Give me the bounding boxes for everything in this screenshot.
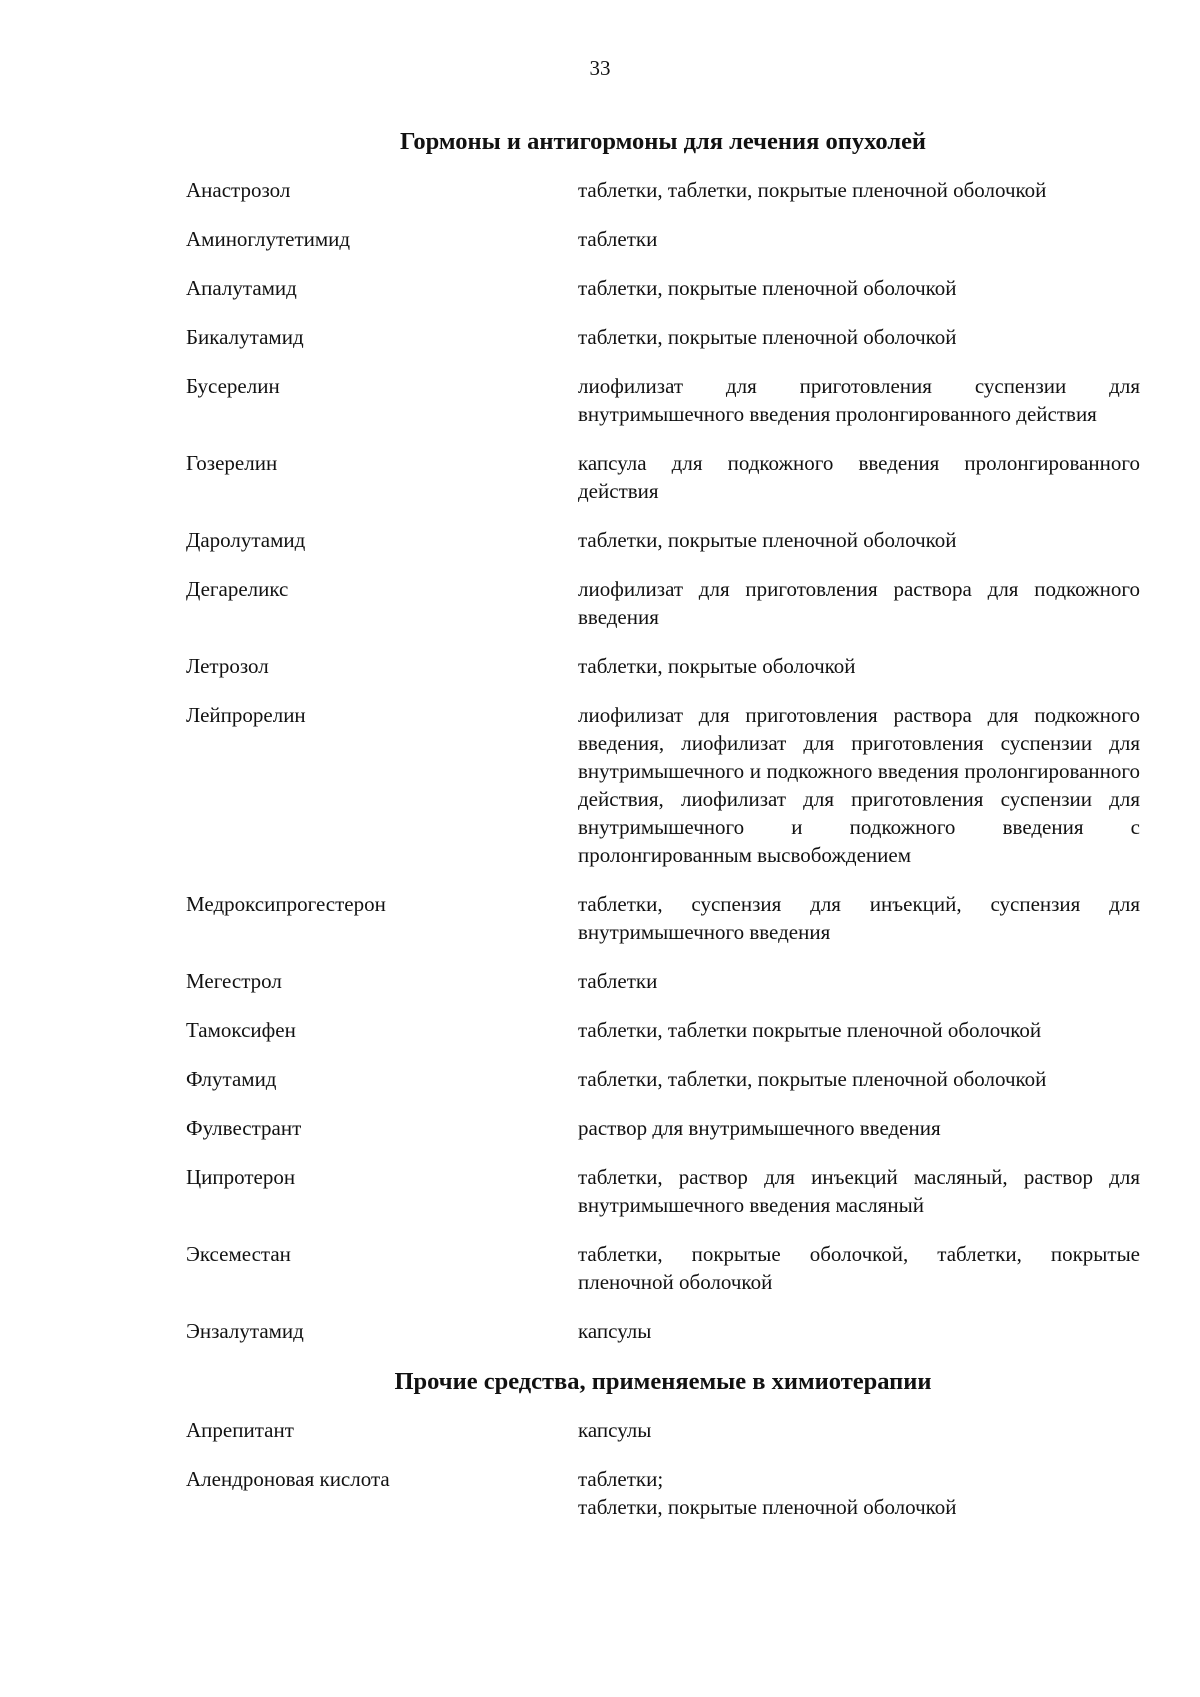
dosage-form: капсулы <box>578 1418 652 1442</box>
table-row <box>186 1240 1140 1296</box>
dosage-form: таблетки, таблетки, покрытые пленочной оболочкой <box>578 1067 1047 1091</box>
dosage-form: таблетки, суспензия для инъекций, суспензия для внутримышечного введения <box>578 892 1140 944</box>
table-row <box>186 1465 1140 1521</box>
dosage-form: таблетки, раствор для инъекций масляный, раствор для внутримышечного введения масляный <box>578 1165 1140 1217</box>
dosage-form: таблетки <box>578 227 658 251</box>
table-row <box>186 1416 1140 1444</box>
drug-name: Ципротерон <box>186 1165 296 1189</box>
section-title: Прочие средства, применяемые в химиотерапии <box>394 1368 932 1395</box>
table-row <box>186 526 1140 554</box>
table-row <box>186 372 1140 428</box>
dosage-form <box>578 1465 1140 1521</box>
drug-name: Гозерелин <box>186 451 278 475</box>
drug-name: Энзалутамид <box>186 1319 304 1343</box>
table-row <box>186 323 1140 351</box>
drug-name: Даролутамид <box>186 528 306 552</box>
drug-name: Апалутамид <box>186 276 297 300</box>
dosage-form: капсула для подкожного введения пролонгированного действия <box>578 451 1140 503</box>
dosage-form-line: таблетки; <box>578 1467 664 1491</box>
drug-name: Фулвестрант <box>186 1116 302 1140</box>
table-row <box>186 1016 1140 1044</box>
drug-name: Алендроновая кислота <box>186 1467 390 1491</box>
drug-name: Анастрозол <box>186 178 291 202</box>
table-row <box>186 967 1140 995</box>
table-row <box>186 449 1140 505</box>
sections-container <box>186 126 1140 1521</box>
drug-name: Апрепитант <box>186 1418 294 1442</box>
table-row <box>186 652 1140 680</box>
dosage-form: раствор для внутримышечного введения <box>578 1116 941 1140</box>
dosage-form: таблетки, покрытые оболочкой, таблетки, покрытые пленочной оболочкой <box>578 1242 1140 1294</box>
drug-name: Эксеместан <box>186 1242 291 1266</box>
drug-name: Летрозол <box>186 654 269 678</box>
table-row <box>186 890 1140 946</box>
table-row <box>186 1114 1140 1142</box>
dosage-form: таблетки, покрытые пленочной оболочкой <box>578 528 957 552</box>
dosage-form: таблетки, покрытые пленочной оболочкой <box>578 325 957 349</box>
dosage-form-line: таблетки, покрытые пленочной оболочкой <box>578 1495 957 1519</box>
drug-list <box>186 1416 1140 1521</box>
drug-list <box>186 176 1140 1345</box>
table-row <box>186 176 1140 204</box>
drug-name: Флутамид <box>186 1067 277 1091</box>
dosage-form: капсулы <box>578 1319 652 1343</box>
dosage-form: таблетки <box>578 969 658 993</box>
drug-name: Тамоксифен <box>186 1018 296 1042</box>
drug-name: Медроксипрогестерон <box>186 892 386 916</box>
table-row <box>186 1317 1140 1345</box>
dosage-form: таблетки, покрытые оболочкой <box>578 654 856 678</box>
table-row <box>186 225 1140 253</box>
dosage-form: таблетки, таблетки, покрытые пленочной оболочкой <box>578 178 1047 202</box>
drug-name: Аминоглутетимид <box>186 227 351 251</box>
document-body <box>186 126 1140 1542</box>
drug-name: Дегареликс <box>186 577 289 601</box>
drug-name: Бусерелин <box>186 374 280 398</box>
dosage-form: таблетки, покрытые пленочной оболочкой <box>578 276 957 300</box>
dosage-form: таблетки, таблетки покрытые пленочной оболочкой <box>578 1018 1042 1042</box>
drug-name: Бикалутамид <box>186 325 304 349</box>
table-row <box>186 701 1140 869</box>
drug-name: Мегестрол <box>186 969 282 993</box>
drug-name: Лейпрорелин <box>186 703 306 727</box>
table-row <box>186 274 1140 302</box>
section-title: Гормоны и антигормоны для лечения опухолей <box>399 128 927 155</box>
dosage-form: лиофилизат для приготовления раствора для подкожного введения <box>578 577 1140 629</box>
dosage-form: лиофилизат для приготовления суспензии для внутримышечного введения пролонгированного действия <box>578 374 1140 426</box>
table-row <box>186 575 1140 631</box>
table-row <box>186 1163 1140 1219</box>
page-number: 33 <box>589 56 611 80</box>
dosage-form: лиофилизат для приготовления раствора для подкожного введения, лиофилизат для приготовления суспензии для внутримышечного и подкожного введения пролонгированного действия, лиофилизат для приготовления суспензии для внутримышечного и подкожного введения с пролонгированным высвобождением <box>578 703 1140 867</box>
table-row <box>186 1065 1140 1093</box>
